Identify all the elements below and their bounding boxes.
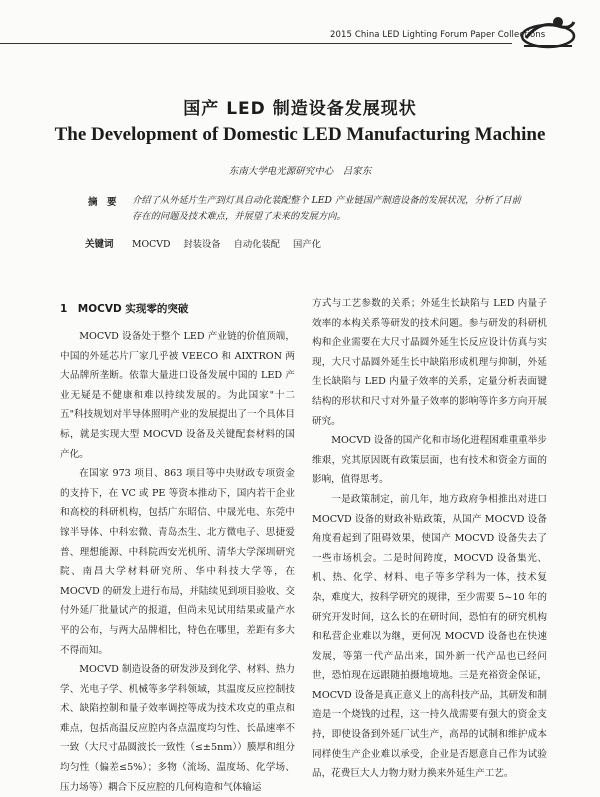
paragraph: MOCVD 设备处于整个 LED 产业链的价值顶端，中国的外延芯片厂家几乎被 VEECO 和 AIXTRON 两大品牌所垄断。依靠大量进口设备发展中国的 LED 产业无疑是不健康和难以持续发展的。为此国家"十二五"科技规划对半导体照明产业的发展提出了一个具体目标，就是实现大型 MOCVD 设备及关键配套材料的国产化。 <box>60 331 295 460</box>
right-column <box>312 294 547 784</box>
keyword: MOCVD <box>132 239 171 250</box>
running-title: 2015 China LED Lighting Forum Paper Collections <box>330 30 546 40</box>
author-affiliation: 东南大学电光源研究中心 吕家东 <box>228 166 372 177</box>
title-english: The Development of Domestic LED Manufacturing Machine <box>54 124 546 145</box>
keyword: 自动化装配 <box>233 239 281 250</box>
paragraph: MOCVD 制造设备的研发涉及到化学、材料、热力学、光电子学、机械等多学科领域，其温度反应控制技术、缺陷控制和量子效率调控等成为技术攻克的重点和难点，包括高温反应腔内各点温度均匀性、长晶速率不一致（大尺寸晶圆波长一致性（≤±5nm））膜厚和组分均匀性（偏差≤5%）；多物（流场、温度场、化学场、压力场等）耦合下反应腔的几何构造和气体输运 <box>60 664 295 793</box>
keyword: 国产化 <box>293 239 321 250</box>
keywords-label: 关键词 <box>85 239 114 250</box>
header-rule <box>0 43 512 44</box>
keyword: 封装设备 <box>183 239 221 250</box>
paragraph: MOCVD 设备的国产化和市场化进程困难重重举步维艰，究其原因既有政策层面，也有技术和资金方面的影响，值得思考。 <box>312 435 547 486</box>
section-title: 1 MOCVD 实现零的突破 <box>60 303 189 315</box>
abstract-label: 摘 要 <box>88 197 117 208</box>
paragraph: 在国家 973 项目、863 项目等中央财政专项资金的支持下，在 VC 或 PE 等资本推动下，国内若干企业和高校的科研机构，包括广东昭信、中晟光电、东莞中镓半导体、中科宏微、青岛杰生、北方微电子、思捷爱普、理想能源、中科院西安光机所、清华大学深圳研究院、南昌大学材料研究所、华中科技大学等，在 MOCVD 的研发上进行布局，并陆续见到项目验收、交付外延厂批量试产的报道，但尚未见试用结果或量产水平的公布，与两大品牌相比，特色在哪里，差距有多大不得而知。 <box>60 468 295 656</box>
abstract-text: 介绍了从外延片生产到灯具自动化装配整个 LED 产业链国产制造设备的发展状况，分析了目前存在的问题及技术难点，并展望了未来的发展方向。 <box>132 195 521 222</box>
left-column <box>60 299 295 797</box>
paragraph: 方式与工艺参数的关系；外延生长缺陷与 LED 内量子效率的本构关系等研发的技术问题。参与研发的科研机构和企业需要在大尺寸晶圆外延生长反应设计仿真与实现，大尺寸晶圆外延生长中缺陷形成机理与抑制，外延生长缺陷与 LED 内量子效率的关系，定量分析表面键结构的形状和尺寸对外量子效率的影响等许多方向开展研究。 <box>312 298 547 427</box>
keywords-list <box>132 236 321 250</box>
title-chinese: 国产 LED 制造设备发展现状 <box>183 99 417 119</box>
led-forum-logo-icon <box>518 12 578 52</box>
paragraph: 一是政策制定，前几年，地方政府争相推出对进口 MOCVD 设备的财政补贴政策，从国产 MOCVD 设备角度看起到了阻碍效果，使国产 MOCVD 设备失去了一些市场机会。二是时间跨度，MOCVD 设备集光、机、热、化学、材料、电子等多学科为一体，技术复杂，难度大，按科学研究的规律，至少需要 5~10 年的研究开发时间，这么长的在研时间，恐怕有的研究机构和私营企业难以为继，更何况 MOCVD 设备也在快速发展，等第一代产品出来，国外新一代产品也已经问世，恐怕现在远跟随拍摄地境地。三是充裕资金保证，MOCVD 设备是真正意义上的高科技产品，其研发和制造是一个烧钱的过程，这一持久战需要有强大的资金支持，即使设备到外延厂试生产，高昂的试制和维护成本同样使生产企业难以承受，企业是否愿意自己作为试验品，花费巨大人力物力财力换来外延生产工艺。 <box>312 493 547 780</box>
